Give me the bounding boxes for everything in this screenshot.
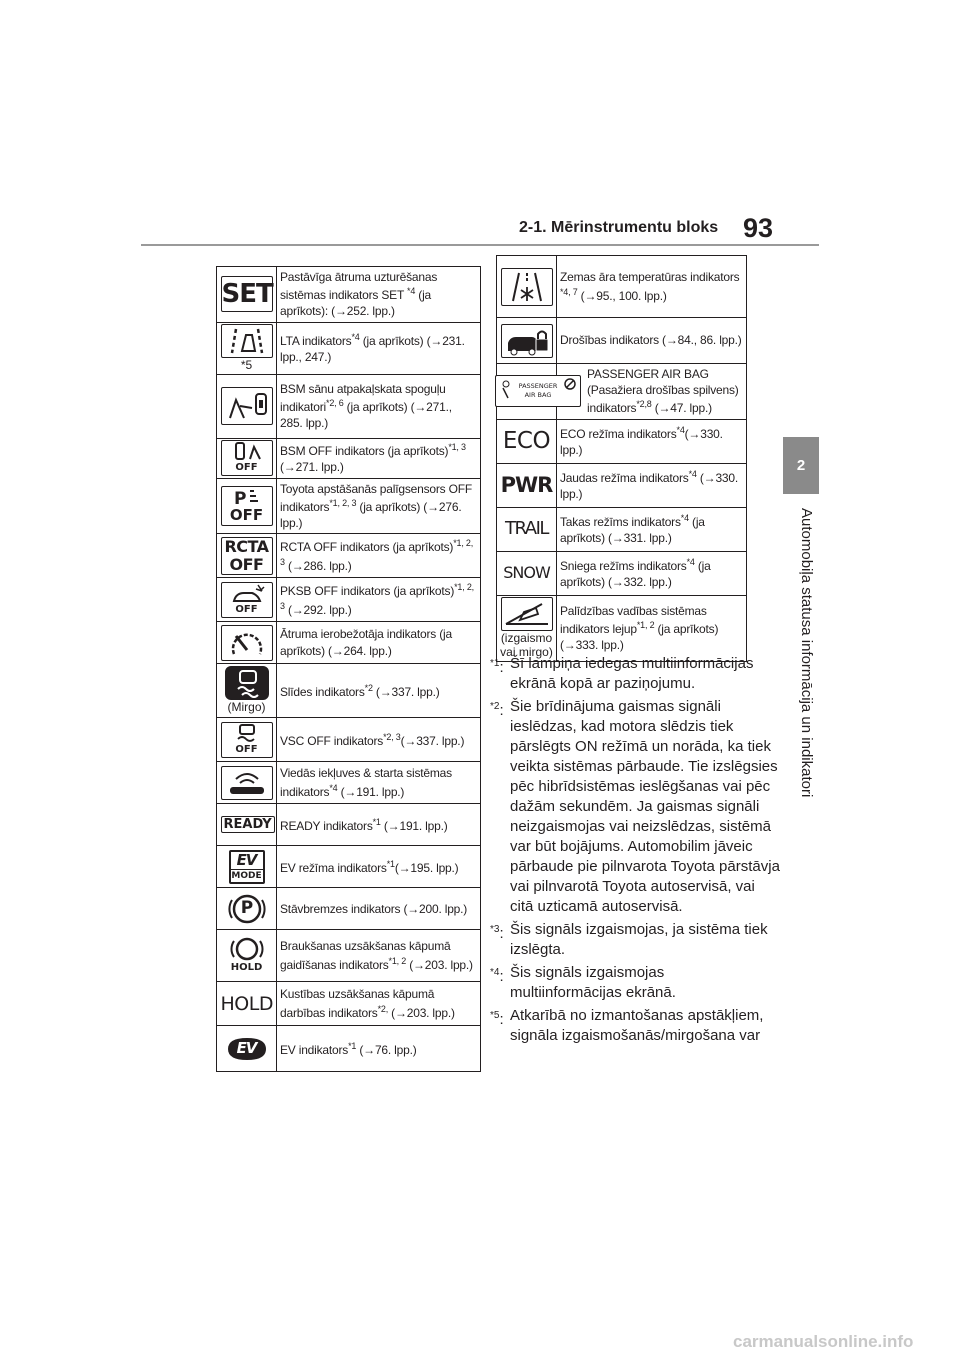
icon-cell bbox=[217, 762, 277, 804]
desc-cell: PKSB OFF indikators (ja aprīkots)$^{*1, 2, 3}$ (→292. lpp.) bbox=[277, 578, 481, 622]
icon-caption: (Mirgo) bbox=[227, 700, 266, 715]
speed-limiter-icon bbox=[221, 625, 273, 661]
desc-cell: Stāvbremzes indikators (→200. lpp.) bbox=[277, 888, 481, 930]
header-divider bbox=[141, 244, 819, 246]
rcta-off-icon: RCTA OFF bbox=[221, 537, 273, 575]
table-row bbox=[217, 438, 481, 478]
passenger-airbag-icon: PASSENGER AIR BAG bbox=[495, 375, 581, 407]
table-row bbox=[497, 256, 747, 318]
icon-caption: (izgaismo vai mirgo) bbox=[500, 631, 553, 660]
ready-icon: READY bbox=[221, 815, 273, 835]
icon-cell bbox=[497, 419, 557, 463]
slip-icon bbox=[225, 666, 269, 700]
chapter-tab[interactable]: 2 bbox=[783, 437, 819, 494]
icon-cell bbox=[217, 267, 277, 323]
desc-cell: EV režīma indikators$^{*1}$(→195. lpp.) bbox=[277, 846, 481, 888]
watermark-logo: carmanualsonline.info bbox=[733, 1332, 914, 1351]
footnote-mark: $^{*1}$: bbox=[490, 658, 504, 676]
vsc-off-icon: OFF bbox=[221, 722, 273, 758]
desc-cell: Kustības uzsākšanas kāpumā darbības indikators$^{*2,}$ (→203. lpp.) bbox=[277, 982, 481, 1026]
desc-cell: Viedās iekļuves & starta sistēmas indikators$^{*4}$ (→191. lpp.) bbox=[277, 762, 481, 804]
desc-cell: Palīdzības vadības sistēmas indikators lejup$^{*1, 2}$ (ja aprīkots) (→333. lpp.) bbox=[557, 595, 747, 661]
desc-cell: Drošības indikators (→84., 86. lpp.) bbox=[557, 318, 747, 364]
footnote: $^{*1}$: Šī lampiņa iedegas multiinformācijas ekrānā kopā ar paziņojumu. bbox=[490, 655, 754, 692]
pksb-off-icon: OFF bbox=[221, 582, 273, 618]
desc-cell: Sniega režīms indikators$^{*4}$ (ja aprīkots) (→332. lpp.) bbox=[557, 551, 747, 595]
desc-cell: Toyota apstāšanās palīgsensors OFF indikators$^{*1, 2, 3}$ (ja aprīkots) (→276. lpp.) bbox=[277, 478, 481, 534]
chapter-side-title: Automobiļa statusa informācija un indikatori bbox=[798, 508, 815, 798]
parking-sensor-off-icon: P OFF bbox=[221, 486, 273, 526]
smart-entry-icon bbox=[221, 766, 273, 800]
table-row bbox=[217, 374, 481, 438]
desc-cell: PASSENGER AIR BAG (Pasažiera drošības spilvens) indikators$^{*2,8}$ (→47. lpp.) bbox=[557, 364, 747, 420]
desc-cell: BSM OFF indikators (ja aprīkots)$^{*1, 3}$ (→271. lpp.) bbox=[277, 438, 481, 478]
snow-icon: SNOW bbox=[501, 557, 553, 589]
desc-cell: EV indikators$^{*1}$ (→76. lpp.) bbox=[277, 1026, 481, 1072]
table-row bbox=[217, 322, 481, 374]
downhill-assist-icon bbox=[501, 597, 553, 631]
trail-icon: TRAIL bbox=[501, 513, 553, 545]
parking-brake-icon: P bbox=[221, 892, 273, 926]
table-row bbox=[217, 888, 481, 930]
icon-cell bbox=[217, 930, 277, 982]
table-row bbox=[217, 718, 481, 762]
table-row bbox=[497, 551, 747, 595]
footnotes bbox=[490, 654, 780, 1049]
left-indicator-table bbox=[216, 266, 481, 1072]
icon-cell bbox=[497, 364, 557, 420]
icon-cell bbox=[217, 478, 277, 534]
hold-icon: HOLD bbox=[221, 989, 273, 1019]
icon-cell bbox=[217, 438, 277, 478]
footnote-mark: $^{*3}$: bbox=[490, 924, 504, 942]
table-row bbox=[217, 622, 481, 664]
eco-icon: ECO bbox=[501, 425, 553, 457]
table-row bbox=[217, 1026, 481, 1072]
desc-cell: LTA indikators$^{*4}$ (ja aprīkots) (→231. lpp., 247.) bbox=[277, 322, 481, 374]
desc-cell: BSM sānu atpakaļskata spoguļu indikatori$^{*2, 6}$ (ja aprīkots) (→271., 285. lpp.) bbox=[277, 374, 481, 438]
icon-cell bbox=[217, 804, 277, 846]
icon-cell bbox=[497, 595, 557, 661]
icon-cell bbox=[217, 578, 277, 622]
icon-cell bbox=[217, 888, 277, 930]
icon-cell bbox=[217, 664, 277, 718]
brake-hold-standby-icon: HOLD bbox=[221, 936, 273, 976]
table-row bbox=[217, 664, 481, 718]
footnote-mark: $^{*2}$: bbox=[490, 701, 504, 719]
right-indicator-table bbox=[496, 255, 747, 662]
ev-icon: EV bbox=[221, 1034, 273, 1064]
desc-cell: ECO režīma indikators$^{*4}$(→330. lpp.) bbox=[557, 419, 747, 463]
table-row bbox=[217, 762, 481, 804]
desc-cell: READY indikators$^{*1}$ (→191. lpp.) bbox=[277, 804, 481, 846]
icon-cell bbox=[497, 256, 557, 318]
bsm-off-icon: OFF bbox=[221, 440, 273, 476]
icon-cell bbox=[217, 322, 277, 374]
page-number: 93 bbox=[743, 213, 774, 243]
table-row bbox=[497, 318, 747, 364]
desc-cell: Pastāvīga ātruma uzturēšanas sistēmas indikators SET $^{*4}$ (ja aprīkots): (→252. lpp.) bbox=[277, 267, 481, 323]
table-row bbox=[217, 267, 481, 323]
icon-cell bbox=[217, 718, 277, 762]
table-row bbox=[217, 846, 481, 888]
icon-cell bbox=[497, 318, 557, 364]
set-icon: SET bbox=[221, 276, 273, 312]
table-row bbox=[217, 930, 481, 982]
icon-cell bbox=[217, 1026, 277, 1072]
table-row bbox=[497, 364, 747, 420]
table-row bbox=[217, 982, 481, 1026]
lta-icon bbox=[221, 324, 273, 358]
icon-cell bbox=[217, 846, 277, 888]
bsm-mirror-icon bbox=[221, 387, 273, 425]
table-row bbox=[497, 463, 747, 507]
desc-cell: Jaudas režīma indikators$^{*4}$ (→330. lpp.) bbox=[557, 463, 747, 507]
desc-cell: Braukšanas uzsākšanas kāpumā gaidīšanas indikators$^{*1, 2}$ (→203. lpp.) bbox=[277, 930, 481, 982]
icon-cell bbox=[217, 622, 277, 664]
table-row bbox=[217, 478, 481, 534]
icon-cell bbox=[217, 534, 277, 578]
icon-cell bbox=[217, 374, 277, 438]
footnote: $^{*3}$: Šis signāls izgaismojas, ja sistēma tiek izslēgta. bbox=[490, 921, 768, 958]
desc-cell: Slīdes indikators$^{*2}$ (→337. lpp.) bbox=[277, 664, 481, 718]
svg-text:P: P bbox=[233, 488, 246, 507]
ev-mode-icon: EV MODE bbox=[229, 850, 265, 884]
security-icon bbox=[501, 324, 553, 358]
low-temp-icon bbox=[501, 268, 553, 306]
desc-cell: Ātruma ierobežotāja indikators (ja aprīkots) (→264. lpp.) bbox=[277, 622, 481, 664]
footnote-mark: $^{*5}$: bbox=[490, 1010, 504, 1028]
footnote: $^{*5}$: Atkarībā no izmantošanas apstākļiem, signāla izgaismošanās/mirgošana var bbox=[490, 1007, 764, 1044]
desc-cell: VSC OFF indikators$^{*2, 3}$(→337. lpp.) bbox=[277, 718, 481, 762]
icon-cell bbox=[497, 551, 557, 595]
footnote: $^{*4}$: Šis signāls izgaismojas multiinformācijas ekrānā. bbox=[490, 964, 676, 1001]
desc-cell: Zemas āra temperatūras indikators $^{*4, 7}$ (→95., 100. lpp.) bbox=[557, 256, 747, 318]
icon-cell bbox=[497, 463, 557, 507]
footnote-mark: $^{*4}$: bbox=[490, 967, 504, 985]
footnote: $^{*2}$: Šie brīdinājuma gaismas signāli ieslēdzas, kad motora slēdzis tiek pārslēgts ON režīmā un norāda, ka tiek veikta sistēmas pārbaude. Tie izslēgsies pēc hibrīdsistēmas ieslēgšanas vai pēc dažām sekundēm. Ja gaismas signāli neizgaismojas vai neizslēdzas, sistēmā var būt bojājums. Automobilim jāveic pārbaude pie pilnvarota Toyota pārstāvja vai pilnvarotā Toyota autoservisā, vai citā uzticamā autoservisā. bbox=[490, 698, 780, 915]
icon-cell bbox=[497, 507, 557, 551]
table-row bbox=[497, 507, 747, 551]
table-row bbox=[217, 578, 481, 622]
icon-cell bbox=[217, 982, 277, 1026]
table-row bbox=[497, 419, 747, 463]
desc-cell: Takas režīms indikators$^{*4}$ (ja aprīkots) (→331. lpp.) bbox=[557, 507, 747, 551]
icon-footnote-mark: *5 bbox=[240, 357, 253, 372]
table-row bbox=[217, 534, 481, 578]
table-row bbox=[497, 595, 747, 661]
section-title: 2-1. Mērinstrumentu bloks bbox=[519, 219, 719, 236]
pwr-icon: PWR bbox=[501, 469, 553, 501]
table-row bbox=[217, 804, 481, 846]
desc-cell: RCTA OFF indikators (ja aprīkots)$^{*1, 2, 3}$ (→286. lpp.) bbox=[277, 534, 481, 578]
